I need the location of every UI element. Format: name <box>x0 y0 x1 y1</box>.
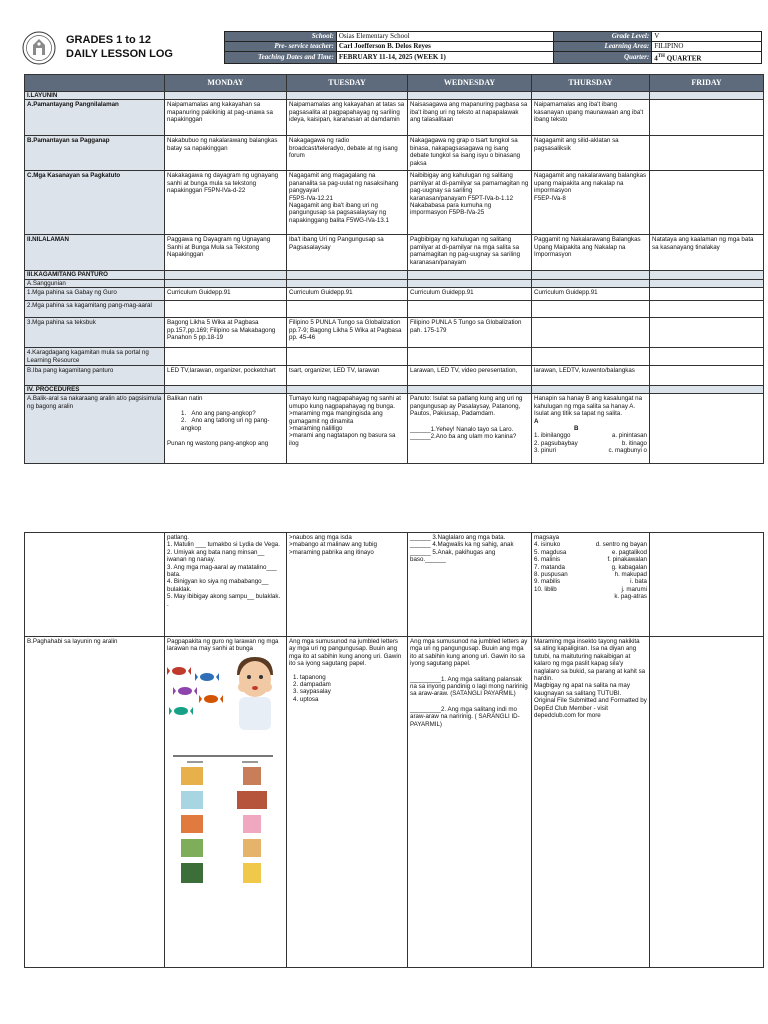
table-row <box>25 171 764 235</box>
list-item: 8. puspusan h. makupad <box>534 571 647 579</box>
section-sanggunian: A.Sanggunian <box>25 279 165 287</box>
dates-label: Teaching Dates and Time: <box>225 52 337 64</box>
section-kagamitan: III.KAGAMITANG PANTURO <box>25 271 165 279</box>
table-row <box>25 533 764 637</box>
cell-thursday <box>532 301 650 318</box>
row-label: B.Paghahabi sa layunin ng aralin <box>25 637 165 968</box>
cell-friday <box>650 171 764 235</box>
lesson-grid-page-1 <box>24 74 764 464</box>
list-item: 3. saypasalay <box>293 688 331 696</box>
cell-monday: Naipamamalas ang kakayahan sa mapanuring pakikinig at pag-unawa sa napakinggan <box>165 100 287 136</box>
cell-monday: Curriculum Guidepp.91 <box>165 288 287 301</box>
cell-friday <box>650 366 764 386</box>
cell-monday: Nakakagawa ng dayagram ng ugnayang sanhi at bunga mula sa tekstong napakinggan F5PN-IVa-d-22 <box>165 171 287 235</box>
list-item: 9. mabilis i. bata <box>534 578 647 586</box>
section-procedures: IV. PROCEDURES <box>25 386 165 394</box>
row-label: A.Balik-aral sa nakaraang aralin at/o pagsisimula ng bagong aralin <box>25 394 165 464</box>
document-title <box>66 33 173 61</box>
table-row <box>25 288 764 301</box>
table-row <box>25 301 764 318</box>
cell-tuesday: Nagagamit ang magagalang na pananalita sa pag-uulat ng nasaksihang pangyayari F5PS-IVa-12.21 Nagagamit ang iba't ibang uri ng pangungusap sa pagsasalaysay ng napakinggang balita F5WG-IVa-13.1 <box>287 171 408 235</box>
cause-effect-worksheet-icon <box>167 751 282 891</box>
cell-tuesday: Curriculum Guidepp.91 <box>287 288 408 301</box>
title-line-2: DAILY LESSON LOG <box>66 48 173 60</box>
day-header-friday: FRIDAY <box>650 75 764 92</box>
day-header-monday: MONDAY <box>165 75 287 92</box>
cell-wednesday: Ang mga sumusunod na jumbled letters ay mga uri ng pangungusap. Buuin ang mga ito at sabihin kung anong uri. Gawin ito sa iyong sagutang papel. _________1. Ang mga salitang palansak na sa inyong pandinig o lagi mong naririnig sa araw-araw. (SATANGLI PAYARMIL) _________2. Ang mga salitang indi mo araw-araw na naririnig. ( SARANGLI ID-PAYARMIL) <box>408 637 532 968</box>
list-item: 7. matanda g. kabagalan <box>534 563 647 571</box>
cell-tuesday: Nakagagawa ng radio broadcast/teleradyo, debate at ng isang forum <box>287 136 408 171</box>
table-row <box>25 136 764 171</box>
list-item: 6. malinis f. pinakawalan <box>534 556 647 564</box>
cell-wednesday: ______ 3.Naglalaro ang mga bata. ______ 4.Magwalis ka ng sahig, anak ______ 5.Anak, pakihugas ang baso.______ <box>408 533 532 637</box>
cell-thursday: larawan, LEDTV, kuwento/balangkas <box>532 366 650 386</box>
cell-wednesday: Naibibigay ang kahulugan ng salitang pamilyar at di-pamilyar sa pamamagitan ng pag-uugnay sa sariling karanasan/panayam F5PT-IVa-b-1.12 Nakababasa para kumuha ng impormasyon F5PB-IVa-25 <box>408 171 532 235</box>
row-label: 1.Mga pahina sa Gabay ng Guro <box>25 288 165 301</box>
cell-tuesday: Ang mga sumusunod na jumbled letters ay mga uri ng pangungusap. Buuin ang mga ito at sabihin kung anong uri. Gawin ito sa iyong sagutang papel. 1. tapanong 2. dampadam 3. saypasalay 4. uptosa <box>287 637 408 968</box>
quarter-value: 4TH QUARTER <box>652 52 762 64</box>
cell-monday: Pagpapakita ng guro ng larawan ng mga larawan na may sanhi at bunga <box>165 637 287 968</box>
cell-friday <box>650 533 764 637</box>
list-item: 10. liblib j. marumi <box>534 585 647 593</box>
cell-thursday: Curriculum Guidepp.91 <box>532 288 650 301</box>
title-line-1: GRADES 1 to 12 <box>66 34 151 46</box>
cell-monday: patlang. 1. Matulin ___ tumakbo si Lydia de Vega. 2. Umiyak ang bata nang minsan__ iwanan ng nanay. 3. Ang mga mag-aaral ay matatalino___ bata. 4. Binigyan ko siya ng mababango__ bulaklak. 5. May ibibigay akong sampu__ bulaklak. . <box>165 533 287 637</box>
day-header-wednesday: WEDNESDAY <box>408 75 532 92</box>
cell-friday <box>650 394 764 464</box>
cell-thursday: Hanapin sa hanay B ang kasalungat na kahulugan ng mga salita sa hanay A. Isulat ang titik sa tapat ng salita. A B 1. ibinilanggo a. pinintasan 2. pagsubaybay b. itinago 3. pinuri c. magbunyi o <box>532 394 650 464</box>
list-item: 5. magdusa e. pagtalikod <box>534 548 647 556</box>
cell-friday <box>650 136 764 171</box>
cell-friday <box>650 301 764 318</box>
school-value: Osias Elementary School <box>336 32 554 42</box>
cell-tuesday: Iba't ibang Uri ng Pangungusap sa Pagsasalaysay <box>287 235 408 271</box>
candy-picture-icon <box>167 661 223 721</box>
school-label: School: <box>225 32 337 42</box>
cell-monday: Paggawa ng Dayagram ng Ugnayang Sanhi at Bunga Mula sa Tekstong Napakinggan <box>165 235 287 271</box>
grade-value: V <box>652 32 762 42</box>
row-label <box>25 533 165 637</box>
cell-friday: Natataya ang kaalaman ng mga bata sa kasanayang tinalakay <box>650 235 764 271</box>
area-label: Learning Area: <box>554 42 652 52</box>
cell-monday <box>165 301 287 318</box>
dates-value: FEBRUARY 11-14, 2025 (WEEK 1) <box>336 52 554 64</box>
cell-thursday <box>532 318 650 348</box>
deped-seal-icon <box>22 31 56 65</box>
row-label: 3.Mga pahina sa teksbuk <box>25 318 165 348</box>
cell-thursday: Paggamit ng Nakalarawang Balangkas Upang Maipakita ang Nakalap na Impormasyon <box>532 235 650 271</box>
row-label: A.Pamantayang Pangnilalaman <box>25 100 165 136</box>
lesson-info-table <box>224 31 762 64</box>
cell-wednesday: Filipino PUNLA 5 Tungo sa Globalization pah. 175-179 <box>408 318 532 348</box>
quarter-label: Quarter: <box>554 52 652 64</box>
cell-wednesday <box>408 301 532 318</box>
cell-wednesday: Curriculum Guidepp.91 <box>408 288 532 301</box>
cell-wednesday: Larawan, LED TV, video peresentation, <box>408 366 532 386</box>
cell-tuesday <box>287 348 408 366</box>
table-row <box>25 637 764 968</box>
list-item: 2. dampadam <box>293 681 331 689</box>
table-row <box>25 318 764 348</box>
cell-monday: LED TV,larawan, organizer, pocketchart <box>165 366 287 386</box>
matching-list <box>534 541 647 600</box>
section-layunin: I.LAYUNIN <box>25 92 165 100</box>
cell-thursday: Nagagamit ang silid-aklatan sa pagsasaliksik <box>532 136 650 171</box>
cell-thursday <box>532 348 650 366</box>
cell-friday <box>650 288 764 301</box>
list-item: 4. uptosa <box>293 695 319 703</box>
cell-wednesday: Panuto: Isulat sa patlang kung ang uri ng pangungusap ay Pasalaysay, Patanong, Pautos, Pakiusap, Padamdam. ______1.Yehey! Nanalo tayo sa Laro. ______2.Ano ba ang ulam mo kanina? <box>408 394 532 464</box>
jumbled-list <box>289 674 405 704</box>
cell-thursday: Naipamamalas ang iba't ibang kasanayan upang maunawaan ang iba't ibang teksto <box>532 100 650 136</box>
day-header-thursday: THURSDAY <box>532 75 650 92</box>
table-row <box>25 235 764 271</box>
lesson-grid-page-2 <box>24 532 764 968</box>
cell-monday: Balikan natin 1. Ano ang pang-angkop? 2. Ano ang tatlong uri ng pang-angkop Punan ng wastong pang-angkop ang <box>165 394 287 464</box>
cell-monday: Bagong Likha 5 Wika at Pagbasa pp.157,pp.169; Filipino sa Makabagong Panahon 5 pp.18-19 <box>165 318 287 348</box>
teacher-value: Carl Joefferson B. Delos Reyes <box>336 42 554 52</box>
grade-label: Grade Level: <box>554 32 652 42</box>
day-header-blank <box>25 75 165 92</box>
row-label: 2.Mga pahina sa kagamitang pang-mag-aaral <box>25 301 165 318</box>
table-row <box>25 366 764 386</box>
cell-tuesday: Tumayo kung nagpapahayag ng sanhi at umupo kung nagpapahayag ng bunga. >maraming mga mangingisda ang gumagamit ng dinamita >maraming nalilligo >marami ang nagtatapon ng basura sa ilog <box>287 394 408 464</box>
row-label: 4.Karagdagang kagamitan mula sa portal ng Learning Resource <box>25 348 165 366</box>
table-row <box>25 348 764 366</box>
day-header-tuesday: TUESDAY <box>287 75 408 92</box>
table-row <box>25 100 764 136</box>
row-label: B.Pamantayan sa Pagganap <box>25 136 165 171</box>
cell-tuesday: Filipino 5 PUNLA Tungo sa Globalization pp.7-9; Bagong Likha 5 Wika at Pagbasa pp. 45-46 <box>287 318 408 348</box>
row-label: B.Iba pang kagamitang panturo <box>25 366 165 386</box>
cell-tuesday: tsart, organizer, LED TV, larawan <box>287 366 408 386</box>
cell-wednesday: Pagbibigay ng kahulugan ng salitang pamilyar at di-pamilyar na mga salita sa pamamagitan ng pag-uugnay sa sariling karanasan/panayam <box>408 235 532 271</box>
cell-friday <box>650 100 764 136</box>
cell-monday: Nakabubuo ng nakalarawang balangkas batay sa napakinggan <box>165 136 287 171</box>
list-item: k. pag-atras <box>614 593 647 601</box>
cell-wednesday: Nakagagawa ng grap o tsart tungkol sa binasa, nakapagsasagawa ng isang debate tungkol sa isang isyu o binasang paksa <box>408 136 532 171</box>
cell-monday <box>165 348 287 366</box>
cell-friday <box>650 348 764 366</box>
teacher-label: Pre- service teacher: <box>225 42 337 52</box>
toothache-boy-icon <box>227 655 282 730</box>
area-value: FILIPINO <box>652 42 762 52</box>
row-label: C.Mga Kasanayan sa Pagkatuto <box>25 171 165 235</box>
cell-friday <box>650 637 764 968</box>
cell-tuesday <box>287 301 408 318</box>
table-row <box>25 394 764 464</box>
cell-wednesday: Naisasagawa ang mapanuring pagbasa sa iba't ibang uri ng teksto at napapalawak ang talasalitaan <box>408 100 532 136</box>
cell-tuesday: Naipamamalas ang kakayahan at tatas sa pagsasalita at pagpapahayag ng sariling ideya, kaisipan, karanasan at damdamin <box>287 100 408 136</box>
cell-thursday: Maraming mga insekto tayong nakikita sa ating kapaligiran. Isa na diyan ang tutubi, na maituturing nakaibigan at kalaro ng mga paslit kapag sila'y naglalaro sa bukid, sa parang at kahit sa hardin. Magbigay ng apat na salita na may kaugnayan sa salitang TUTUBI. Original File Submitted and Formatted by DepEd Club Member - visit depedclub.com for more <box>532 637 650 968</box>
row-label: II.NILALAMAN <box>25 235 165 271</box>
list-item: 4. isinuko d. sentro ng bayan <box>534 541 647 549</box>
cell-tuesday: >naubos ang mga isda >mabango at malinaw ang tubig >maraming pabrika ang itinayo <box>287 533 408 637</box>
cell-thursday: magsaya 4. isinuko d. sentro ng bayan 5. magdusa e. pagtalikod 6. malinis f. pinakawalan 7. matanda g. kabagalan 8. puspusan h. makupad 9. mabilis i. bata 10. liblib j. marumi k. pag-atras <box>532 533 650 637</box>
list-item: 1. tapanong <box>293 673 326 681</box>
cell-friday <box>650 318 764 348</box>
cell-thursday: Nagagamit ang nakalarawang balangkas upang maipakita ang nakalap na impormasyon F5EP-IVa-8 <box>532 171 650 235</box>
cell-wednesday <box>408 348 532 366</box>
